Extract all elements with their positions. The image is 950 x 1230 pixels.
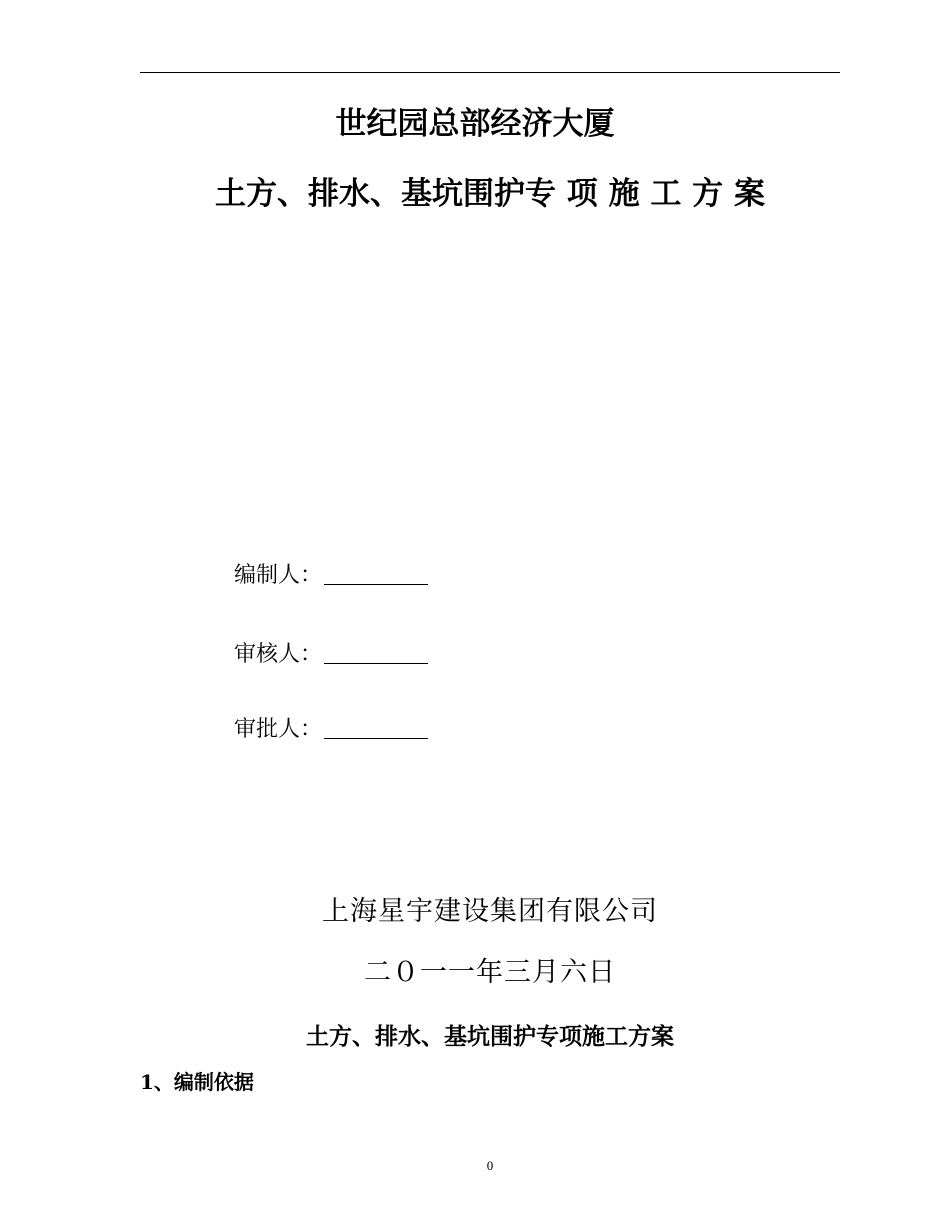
signature-line <box>324 663 428 664</box>
header-rule <box>140 72 840 73</box>
document-title: 世纪园总部经济大厦 <box>335 106 615 142</box>
page-number: 0 <box>486 1158 494 1173</box>
signature-line <box>324 738 428 739</box>
signature-row-approver <box>234 715 428 745</box>
signature-row-reviewer <box>234 640 428 670</box>
document-subtitle: 土方、排水、基坑围护专 项 施 工 方 案 <box>215 176 765 212</box>
signature-label: 审批人： <box>234 717 323 742</box>
document-date: 二０一一年三月六日 <box>364 957 616 988</box>
section-heading: 1、编制依据 <box>140 1070 254 1094</box>
section-title: 土方、排水、基坑围护专项施工方案 <box>306 1023 674 1050</box>
signature-label: 编制人： <box>234 563 323 588</box>
signature-label: 审核人： <box>234 642 323 667</box>
signature-line <box>324 584 428 585</box>
signature-row-compiler <box>234 561 428 591</box>
company-name: 上海星宇建设集团有限公司 <box>322 896 658 927</box>
